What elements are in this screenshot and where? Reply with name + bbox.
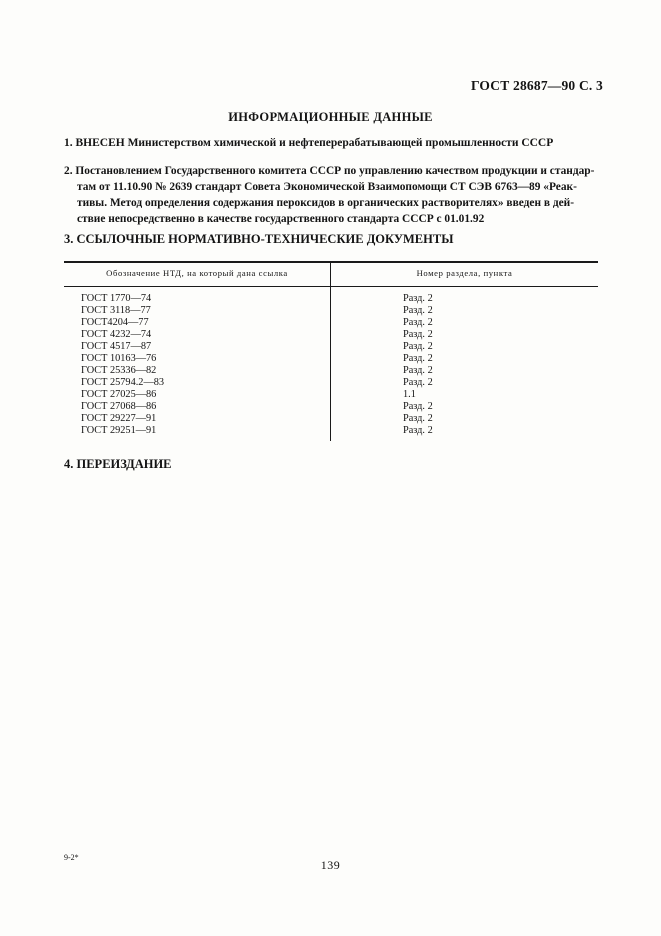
- item-2-resolution: [64, 163, 602, 227]
- table-row: [64, 353, 598, 365]
- table-row: [64, 365, 598, 377]
- table-row: [64, 413, 598, 425]
- cell-section: Разд. 2: [403, 401, 433, 412]
- table-top-rule: [64, 261, 598, 263]
- document-reference: ГОСТ 28687—90 С. 3: [470, 78, 603, 93]
- cell-section: Разд. 2: [403, 413, 433, 424]
- cell-designation: ГОСТ 4517—87: [81, 341, 152, 352]
- item-2-line: там от 11.10.90 № 2639 стандарт Совета Экономической Взаимопомощи СТ СЭВ 6763—89 «Реак-: [77, 181, 577, 193]
- section-title: ИНФОРМАЦИОННЫЕ ДАННЫЕ: [228, 110, 433, 124]
- item-2-line: ствие непосредственно в качестве государственного стандарта СССР с 01.01.92: [77, 213, 485, 225]
- table-row: [64, 305, 598, 317]
- cell-section: Разд. 2: [403, 353, 433, 364]
- cell-designation: ГОСТ 27025—86: [81, 389, 157, 400]
- cell-section: Разд. 2: [403, 341, 433, 352]
- table-header-rule: [64, 286, 598, 287]
- table-header-section: Номер раздела, пункта: [416, 268, 513, 278]
- references-table: [64, 261, 598, 441]
- table-row: [64, 389, 598, 401]
- table-body: [64, 293, 598, 437]
- cell-designation: ГОСТ 25794.2—83: [81, 377, 165, 388]
- item-3-heading: 3. ССЫЛОЧНЫЕ НОРМАТИВНО-ТЕХНИЧЕСКИЕ ДОКУМЕНТЫ: [64, 232, 454, 246]
- table-row: [64, 329, 598, 341]
- page-number: 139: [320, 858, 341, 872]
- cell-section: Разд. 2: [403, 293, 433, 304]
- table-row: [64, 425, 598, 437]
- cell-designation: ГОСТ 3118—77: [81, 305, 151, 316]
- cell-designation: ГОСТ4204—77: [81, 317, 149, 328]
- cell-section: Разд. 2: [403, 329, 433, 340]
- item-2-line: тивы. Метод определения содержания пероксидов в органических растворителях» введен в дей-: [77, 197, 575, 209]
- item-1-introduced: 1. ВНЕСЕН Министерством химической и нефтеперерабатывающей промышленности СССР: [64, 137, 554, 149]
- table-row: [64, 293, 598, 305]
- cell-designation: ГОСТ 29251—91: [81, 425, 157, 436]
- cell-section: 1.1: [403, 389, 416, 400]
- table-row: [64, 317, 598, 329]
- table-header-designation: Обозначение НТД, на который дана ссылка: [106, 268, 288, 278]
- cell-section: Разд. 2: [403, 365, 433, 376]
- cell-designation: ГОСТ 4232—74: [81, 329, 152, 340]
- cell-section: Разд. 2: [403, 377, 433, 388]
- cell-designation: ГОСТ 29227—91: [81, 413, 157, 424]
- cell-designation: ГОСТ 10163—76: [81, 353, 157, 364]
- cell-designation: ГОСТ 27068—86: [81, 401, 157, 412]
- table-row: [64, 401, 598, 413]
- cell-designation: ГОСТ 25336—82: [81, 365, 157, 376]
- item-2-line: 2. Постановлением Государственного комитета СССР по управлению качеством продукции и стандар-: [64, 165, 595, 177]
- sheet-mark: 9-2*: [64, 853, 79, 862]
- cell-designation: ГОСТ 1770—74: [81, 293, 152, 304]
- table-row: [64, 377, 598, 389]
- cell-section: Разд. 2: [403, 305, 433, 316]
- item-4-heading: 4. ПЕРЕИЗДАНИЕ: [64, 457, 172, 471]
- table-row: [64, 341, 598, 353]
- cell-section: Разд. 2: [403, 425, 433, 436]
- cell-section: Разд. 2: [403, 317, 433, 328]
